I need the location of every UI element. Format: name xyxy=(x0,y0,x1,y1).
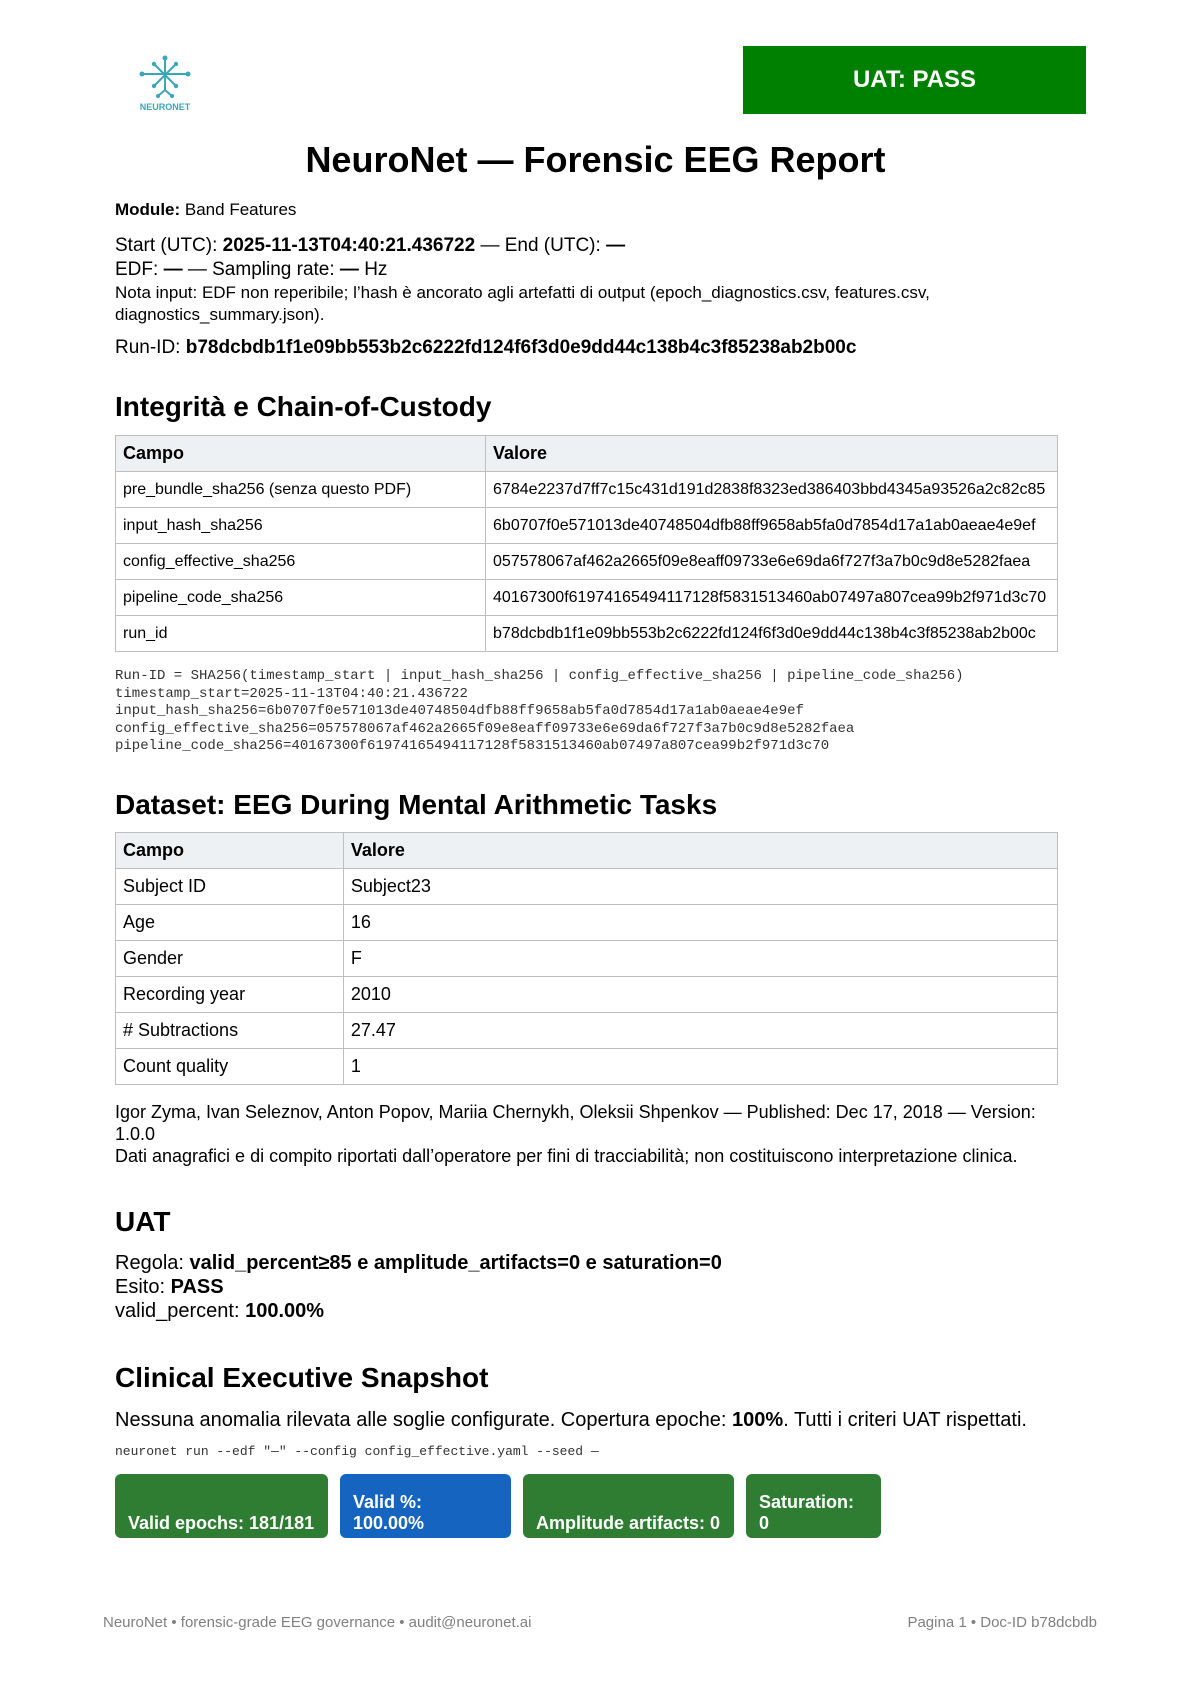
snapshot-summary: Nessuna anomalia rilevata alle soglie configurate. Copertura epoche: 100%. Tutti i criteri UAT rispettati. xyxy=(115,1408,1027,1431)
kpi-tile-valid-epochs: Valid epochs: 181/181 xyxy=(115,1474,328,1538)
edf-line: EDF: — — Sampling rate: — Hz xyxy=(115,259,388,280)
run-id-line: Run-ID: b78dcbdb1f1e09bb553b2c6222fd124f6f3d0e9dd44c138b4c3f85238ab2b00c xyxy=(115,337,857,358)
end-time: — xyxy=(606,235,626,256)
table-cell-campo: Subject ID xyxy=(116,868,344,904)
table-header-row xyxy=(116,436,1058,472)
report-title: NeuroNet — Forensic EEG Report xyxy=(305,139,886,180)
table-cell-valore: b78dcbdb1f1e09bb553b2c6222fd124f6f3d0e9dd44c138b4c3f85238ab2b00c xyxy=(486,616,1058,652)
dataset-heading: Dataset: EEG During Mental Arithmetic Tasks xyxy=(115,788,718,820)
table-row xyxy=(116,868,1058,904)
table-cell-campo: Count quality xyxy=(116,1048,344,1084)
footer-left: NeuroNet • forensic-grade EEG governance • audit@neuronet.ai xyxy=(103,1614,532,1631)
edf-value: — xyxy=(163,259,183,280)
table-cell-campo: # Subtractions xyxy=(116,1012,344,1048)
coverage-value: 100% xyxy=(732,1408,784,1431)
command-line: neuronet run --edf "—" --config config_effective.yaml --seed — xyxy=(115,1443,599,1459)
table-cell-campo: config_effective_sha256 xyxy=(116,544,486,580)
uat-details xyxy=(115,1251,1060,1323)
column-header-valore: Valore xyxy=(486,436,1058,472)
table-header-row xyxy=(116,832,1058,868)
dataset-citation: Igor Zyma, Ivan Seleznov, Anton Popov, Mariia Chernykh, Oleksii Shpenkov — Published: Dec 17, 2018 — Version: 1.0.0 xyxy=(115,1101,1036,1144)
module-line: Module: Band Features xyxy=(115,200,297,219)
kpi-tile-valid-percent: Valid %: 100.00% xyxy=(340,1474,511,1538)
report-content xyxy=(115,198,1060,1538)
time-line: Start (UTC): 2025-11-13T04:40:21.436722 — End (UTC): — xyxy=(115,235,626,256)
svg-text:NEURONET: NEURONET xyxy=(139,102,191,112)
table-cell-campo: run_id xyxy=(116,616,486,652)
snapshot-heading: Clinical Executive Snapshot xyxy=(115,1361,489,1393)
run-id-value: b78dcbdb1f1e09bb553b2c6222fd124f6f3d0e9dd44c138b4c3f85238ab2b00c xyxy=(185,337,857,358)
footer-right: Pagina 1 • Doc-ID b78dcbdb xyxy=(907,1614,1097,1631)
table-cell-valore: 1 xyxy=(343,1048,1057,1084)
table-row xyxy=(116,580,1058,616)
uat-status-badge: UAT: PASS xyxy=(743,46,1086,114)
table-cell-valore: 40167300f61974165494117128f5831513460ab07497a807cea99b2f971d3c70 xyxy=(486,580,1058,616)
table-cell-campo: Age xyxy=(116,904,344,940)
table-cell-valore: 6b0707f0e571013de40748504dfb88ff9658ab5fa0d7854d17a1ab0aeae4e9ef xyxy=(486,508,1058,544)
table-cell-campo: input_hash_sha256 xyxy=(116,508,486,544)
column-header-valore: Valore xyxy=(343,832,1057,868)
table-cell-valore: 2010 xyxy=(343,976,1057,1012)
start-time: 2025-11-13T04:40:21.436722 xyxy=(222,235,476,256)
integrity-heading: Integrità e Chain-of-Custody xyxy=(115,391,492,422)
column-header-campo: Campo xyxy=(116,832,344,868)
table-cell-campo: pipeline_code_sha256 xyxy=(116,580,486,616)
dataset-note: Dati anagrafici e di compito riportati dall’operatore per fini di tracciabilità; non costituiscono interpretazione clinica. xyxy=(115,1145,1018,1166)
table-cell-valore: 27.47 xyxy=(343,1012,1057,1048)
table-cell-campo: Recording year xyxy=(116,976,344,1012)
uat-heading: UAT xyxy=(115,1205,171,1237)
sampling-rate: — xyxy=(339,259,359,280)
dataset-table xyxy=(115,832,1058,1085)
neuronet-logo xyxy=(128,52,202,114)
table-cell-campo: pre_bundle_sha256 (senza questo PDF) xyxy=(116,472,486,508)
table-row xyxy=(116,940,1058,976)
table-cell-campo: Gender xyxy=(116,940,344,976)
kpi-tile-amplitude-artifacts: Amplitude artifacts: 0 xyxy=(523,1474,734,1538)
table-cell-valore: Subject23 xyxy=(343,868,1057,904)
input-note: Nota input: EDF non reperibile; l’hash è ancorato agli artefatti di output (epoch_diagnostics.csv, features.csv, diagnostics_summary.json). xyxy=(115,283,930,324)
column-header-campo: Campo xyxy=(116,436,486,472)
uat-rule: Regola: valid_percent≥85 e amplitude_artifacts=0 e saturation=0 xyxy=(115,1251,722,1274)
formula-line: input_hash_sha256=6b0707f0e571013de40748504dfb88ff9658ab5fa0d7854d17a1ab0aeae4e9ef xyxy=(115,703,804,719)
table-cell-valore: 16 xyxy=(343,904,1057,940)
table-cell-valore: 057578067af462a2665f09e8eaff09733e6e69da6f727f3a7b0c9d8e5282faea xyxy=(486,544,1058,580)
uat-valid-percent: valid_percent: 100.00% xyxy=(115,1299,325,1322)
table-row xyxy=(116,544,1058,580)
run-id-formula xyxy=(115,668,1060,756)
table-row xyxy=(116,1048,1058,1084)
neuron-circuit-icon xyxy=(128,52,202,114)
table-row xyxy=(116,904,1058,940)
kpi-tiles xyxy=(115,1474,1060,1538)
integrity-table xyxy=(115,435,1058,652)
kpi-tile-saturation: Saturation: 0 xyxy=(746,1474,881,1538)
table-row xyxy=(116,472,1058,508)
table-row xyxy=(116,1012,1058,1048)
table-cell-valore: 6784e2237d7ff7c15c431d191d2838f8323ed386403bbd4345a93526a2c82c85 xyxy=(486,472,1058,508)
table-row xyxy=(116,616,1058,652)
formula-line: pipeline_code_sha256=40167300f61974165494117128f5831513460ab07497a807cea99b2f971d3c70 xyxy=(115,738,830,754)
table-cell-valore: F xyxy=(343,940,1057,976)
uat-result: Esito: PASS xyxy=(115,1275,224,1298)
formula-line: timestamp_start=2025-11-13T04:40:21.436722 xyxy=(115,685,468,702)
table-row xyxy=(116,508,1058,544)
formula-line: Run-ID = SHA256(timestamp_start | input_hash_sha256 | config_effective_sha256 | pipeline_code_sha256) xyxy=(115,668,964,684)
formula-line: config_effective_sha256=057578067af462a2665f09e8eaff09733e6e69da6f727f3a7b0c9d8e5282faea xyxy=(115,720,855,737)
table-row xyxy=(116,976,1058,1012)
